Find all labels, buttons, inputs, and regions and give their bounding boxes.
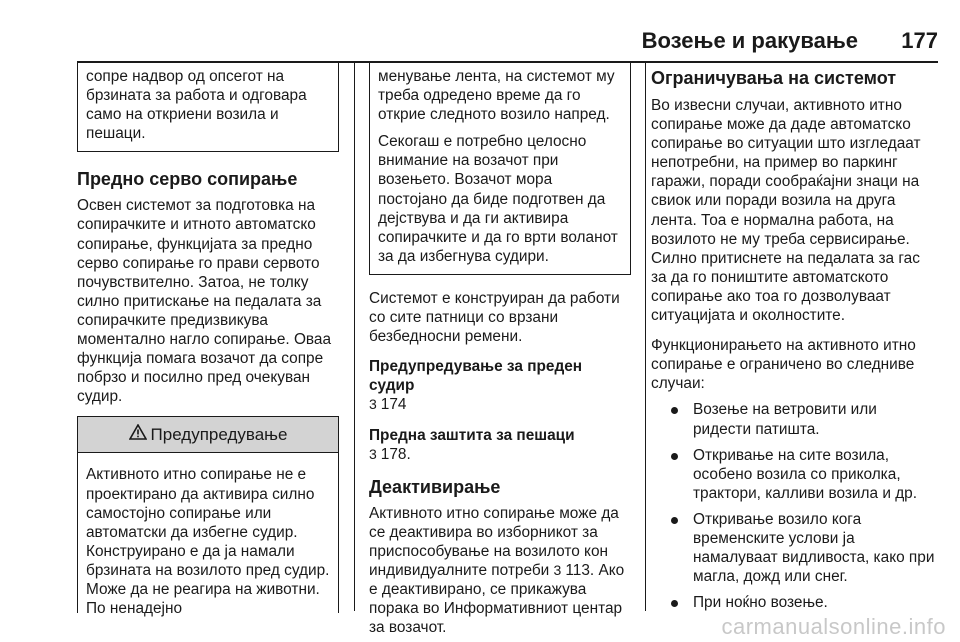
warning-continued-p1: менување лента, на системот му треба одредено време да го открие следното возило напред.	[378, 68, 615, 124]
bullet-icon	[671, 407, 678, 414]
list-item: Возење на ветровити или ридести патишта.	[651, 400, 938, 438]
column-divider-1	[354, 63, 355, 611]
deactivation-body	[369, 504, 631, 638]
page-reference-icon: 3	[369, 445, 377, 462]
warning-body-box	[77, 453, 339, 618]
warning-continued-box	[369, 63, 631, 275]
watermark: carmanualsonline.info	[721, 614, 946, 639]
column-divider-2	[645, 63, 646, 611]
column-2	[369, 63, 631, 637]
seatbelt-note: Системот е конструиран да работи со сите патници со врзани безбедносни ремени.	[369, 289, 620, 346]
limitations-list	[651, 400, 938, 612]
reference-line	[369, 445, 631, 464]
column-1	[77, 63, 339, 618]
limitations-p2: Функционирањето на активното итно сопирање е ограничено во следниве случаи:	[651, 337, 916, 393]
limitations-heading: Ограничувања на системот	[651, 68, 897, 88]
header-title: Возење и ракување	[641, 28, 858, 53]
list-item: Откривање на сите возила, особено возила со приколка, трактори, калливи возила и др.	[651, 446, 938, 503]
reference-line	[369, 395, 631, 414]
warning-header	[77, 416, 339, 453]
section-heading: Предно серво сопирање	[77, 169, 298, 190]
reference-label: Предна заштита за пешаци	[369, 426, 575, 444]
warning-box	[77, 416, 339, 618]
reference-page[interactable]: 174	[380, 396, 407, 414]
reference-forward-collision	[369, 357, 631, 414]
bullet-icon	[671, 453, 678, 460]
reference-label: Предупредување за преден судир	[369, 358, 583, 395]
bullet-icon	[671, 517, 678, 524]
bullet-icon	[671, 600, 678, 607]
warning-body: Активното итно сопирање не е проектирано да активира силно самостојно сопирање или автоматски да избегне судир. Конструирано е да ја намали брзината на возилото пред судир. Може да не реагира на животни. По ненадејно	[86, 466, 330, 618]
deactivation-text-b: Ако е деактивирано, се прикажува порака во Информативниот центар за возачот.	[369, 561, 625, 637]
limitations-p1: Во извесни случаи, активното итно сопирање може да даде автоматско сопирање во ситуации што изгледаат непотребни, на пример во паркинг гаражи, поради сообраќајни знаци на свиок или поради возила на друга лента. Тоа е нормална работа, на возилото не му треба сервисирање. Силно притиснете на педалата за гас за да го поништите автоматското сопирање ако тоа го дозволуваат ситуацијата и околностите.	[651, 97, 921, 325]
continued-text: сопре надвор од опсегот на брзината за работа и одговара само на откриени возила и пешаци.	[86, 68, 307, 143]
deactivation-heading: Деактивирање	[369, 476, 501, 497]
section-body: Освен системот за подготовка на сопирачките и итното автоматско сопирање, функцијата за предно серво сопирање го прави сервото почувствително. Затоа, не толку силно притискање на педалата за сопирачките предизвикува моментално нагло сопирање. Оваа функција помага возачот да сопре побрзо и посилно пред очекуван судир.	[77, 197, 332, 406]
page-header	[0, 0, 960, 62]
list-item: Откривање возило кога временските услови ја намалуваат видливоста, како при магла, дожд или снег.	[651, 510, 938, 586]
deactivation-page[interactable]: 113.	[565, 561, 595, 579]
deactivation-text-a: Активното итно сопирање може да се деактивира во изборникот за приспособување на возилото кон индивидуалните потреби	[369, 504, 619, 579]
warning-title: Предупредување	[150, 424, 288, 444]
continued-box	[77, 63, 339, 152]
warning-continued-p2: Секогаш е потребно целосно внимание на возачот при возењето. Возачот мора постојано да биде подготвен да дејствува и да ги активира сопирачките и да го врти воланот за да избегнува судири.	[378, 133, 618, 265]
reference-pedestrian-protection	[369, 426, 631, 464]
warning-triangle-icon	[129, 424, 147, 445]
page-reference-icon: 3	[369, 396, 377, 413]
column-3	[651, 63, 938, 612]
reference-page[interactable]: 178.	[380, 445, 411, 463]
page-number: 177	[901, 28, 938, 53]
list-item: При ноќно возење.	[651, 593, 938, 612]
page-reference-icon: 3	[553, 561, 562, 578]
